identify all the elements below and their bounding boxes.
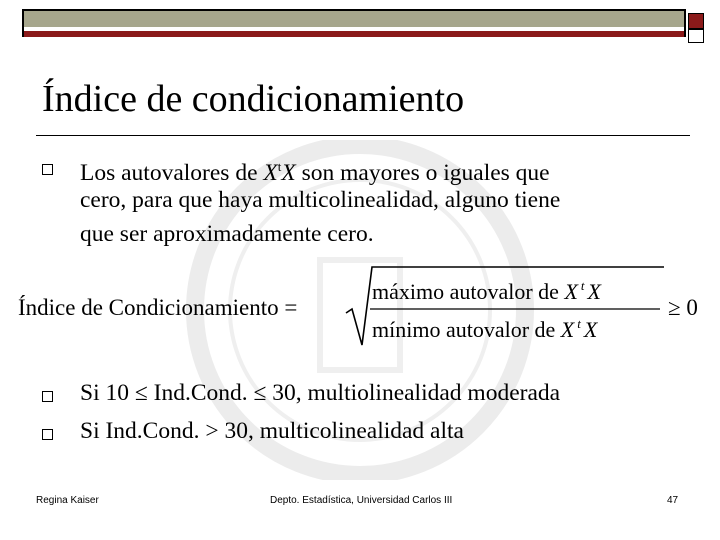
- formula-denominator: [372, 316, 599, 342]
- bullet-2: Si 10 ≤ Ind.Cond. ≤ 30, multiolinealidad moderada: [80, 380, 561, 406]
- slide-title: Índice de condicionamiento: [42, 78, 465, 120]
- footer-page-number: 47: [667, 495, 679, 506]
- footer-department: Depto. Estadística, Universidad Carlos III: [270, 495, 453, 506]
- formula-numerator: [372, 278, 603, 304]
- header-stripe-olive: [24, 11, 684, 27]
- title-underline: [36, 135, 690, 136]
- hollow-square-bullet-icon: [42, 164, 53, 175]
- numerator-x2: X: [587, 279, 601, 304]
- header-bar: [22, 9, 686, 37]
- bullet-1-text-post: son mayores o iguales que: [295, 159, 550, 186]
- transpose-superscript: t: [277, 159, 282, 174]
- hollow-square-bullet-icon: [42, 391, 53, 402]
- numerator-text: máximo autovalor de: [372, 279, 565, 304]
- bullet-1-line-3: que ser aproximadamente cero.: [80, 221, 374, 247]
- header-stripe-maroon: [24, 31, 684, 37]
- bullet-1-text-pre: Los autovalores de: [80, 159, 264, 186]
- matrix-x-2: X: [281, 159, 296, 186]
- formula-rhs: ≥ 0: [668, 295, 698, 320]
- hollow-square-bullet-icon: [42, 429, 53, 440]
- condition-index-formula: [0, 255, 720, 355]
- denominator-x2: X: [583, 317, 598, 342]
- numerator-x: X: [564, 279, 578, 304]
- denominator-t: t: [577, 316, 581, 331]
- denominator-text: mínimo autovalor de: [372, 317, 561, 342]
- corner-square-filled: [688, 13, 704, 29]
- numerator-t: t: [580, 278, 585, 293]
- bullet-1-line-2: cero, para que haya multicolinealidad, alguno tiene: [80, 187, 561, 213]
- formula-lhs: Índice de Condicionamiento =: [18, 295, 298, 320]
- matrix-x: X: [263, 159, 278, 186]
- corner-square-empty: [688, 29, 704, 43]
- bullet-3: Si Ind.Cond. > 30, multicolinealidad alta: [80, 418, 464, 444]
- denominator-x: X: [560, 317, 575, 342]
- footer-author: Regina Kaiser: [36, 495, 99, 506]
